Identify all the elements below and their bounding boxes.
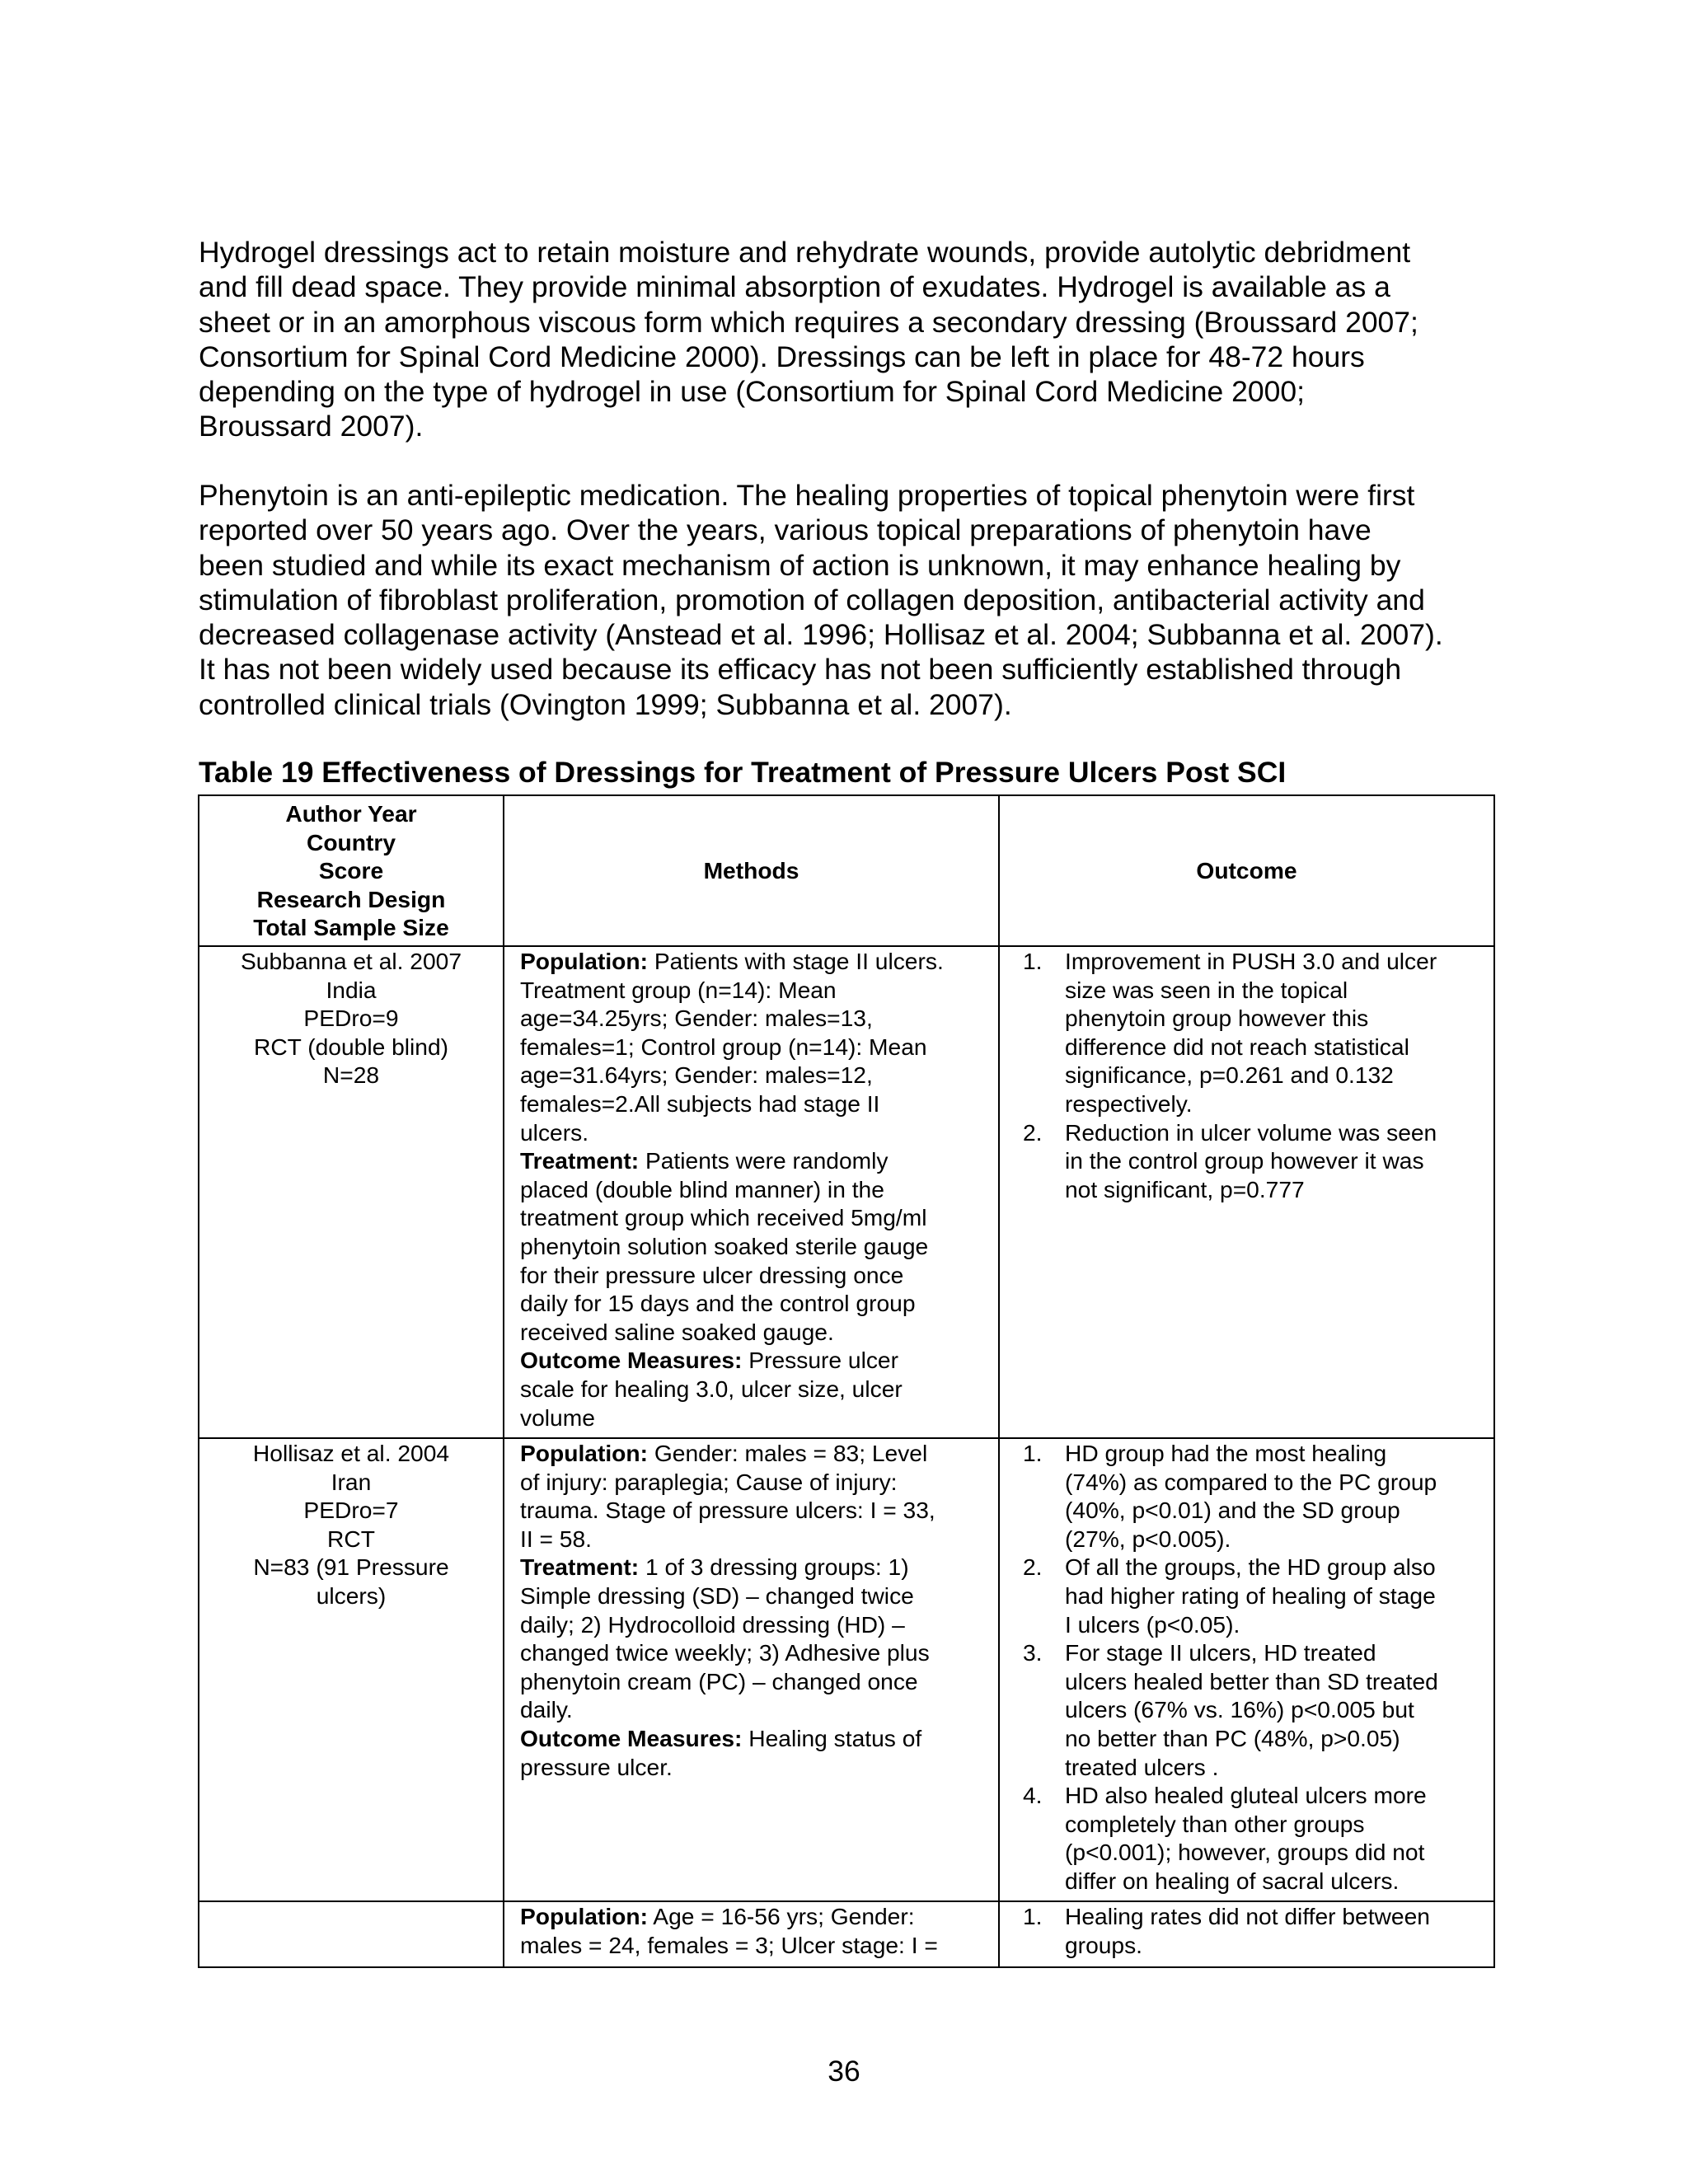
text-line: and fill dead space. They provide minimal absorption of exudates. Hydrogel is available as a [199, 270, 1390, 304]
outcome-line: completely than other groups [1065, 1810, 1365, 1837]
methods-cell [504, 1438, 999, 1901]
methods-line [520, 1146, 998, 1175]
methods-text: of injury: paraplegia; Cause of injury: [520, 1468, 898, 1495]
methods-text: changed twice weekly; 3) Adhesive plus [520, 1639, 930, 1666]
outcome-line: HD also healed gluteal ulcers more [1065, 1782, 1427, 1809]
body-paragraph-hydrogel [199, 235, 1501, 444]
outcome-number: 1. [1023, 1903, 1043, 1929]
methods-line [520, 1638, 998, 1667]
methods-text: Simple dressing (SD) – changed twice [520, 1582, 914, 1609]
author-line: Subbanna et al. 2007 [240, 948, 462, 974]
methods-line [520, 1582, 998, 1610]
header-outcome: Outcome [999, 795, 1494, 946]
author-line: Iran [331, 1468, 372, 1495]
table-title: Table 19 Effectiveness of Dressings for Treatment of Pressure Ulcers Post SCI [199, 756, 1287, 789]
outcome-line: size was seen in the topical [1065, 976, 1348, 1003]
methods-line [520, 1667, 998, 1696]
outcome-item [1000, 1902, 1493, 1959]
outcome-number: 3. [1023, 1639, 1043, 1666]
methods-label: Treatment: [520, 1147, 640, 1174]
methods-text: daily; 2) Hydrocolloid dressing (HD) – [520, 1610, 905, 1638]
methods-label: Outcome Measures: [520, 1724, 743, 1751]
methods-text: for their pressure ulcer dressing once [520, 1261, 904, 1288]
methods-line [520, 1261, 998, 1290]
methods-line [520, 1695, 998, 1724]
outcome-line: no better than PC (48%, p>0.05) [1065, 1724, 1400, 1751]
outcome-item [1000, 1638, 1493, 1781]
methods-line [520, 1610, 998, 1639]
methods-text: scale for healing 3.0, ulcer size, ulcer [520, 1375, 903, 1402]
methods-line [520, 1118, 998, 1147]
text-line: Consortium for Spinal Cord Medicine 2000). Dressings can be left in place for 48-72 hours [199, 340, 1365, 373]
outcome-item [1000, 1439, 1493, 1553]
header-author-line: Total Sample Size [253, 914, 449, 941]
author-line: N=83 (91 Pressure [253, 1554, 449, 1581]
methods-text: males = 24, females = 3; Ulcer stage: I = [520, 1931, 938, 1958]
outcome-line: For stage II ulcers, HD treated [1065, 1639, 1376, 1666]
methods-line [520, 1061, 998, 1090]
evidence-table [198, 794, 1495, 1968]
author-line: India [326, 976, 377, 1003]
outcome-number: 4. [1023, 1782, 1043, 1809]
methods-line [520, 1553, 998, 1582]
outcome-line: ulcers (67% vs. 16%) p<0.005 but [1065, 1696, 1414, 1723]
methods-cell [504, 946, 999, 1438]
methods-line [520, 1753, 998, 1782]
outcome-number: 2. [1023, 1554, 1043, 1581]
author-cell [199, 946, 504, 1438]
table-row [199, 1901, 1494, 1967]
methods-line [520, 1404, 998, 1432]
text-line: Broussard 2007). [199, 410, 424, 443]
methods-line [520, 1004, 998, 1033]
table-row [199, 1438, 1494, 1901]
methods-line [520, 1346, 998, 1375]
outcome-item [1000, 1553, 1493, 1638]
outcome-line: (40%, p<0.01) and the SD group [1065, 1497, 1400, 1524]
methods-text: Age = 16-56 yrs; Gender: [648, 1903, 915, 1929]
methods-label: Treatment: [520, 1554, 640, 1581]
text-line: sheet or in an amorphous viscous form which requires a secondary dressing (Broussard 2007; [199, 305, 1418, 339]
author-line: Hollisaz et al. 2004 [252, 1440, 450, 1466]
methods-line [520, 1232, 998, 1261]
outcome-line: treated ulcers . [1065, 1753, 1219, 1780]
methods-text: daily for 15 days and the control group [520, 1290, 916, 1317]
outcome-line: had higher rating of healing of stage [1065, 1582, 1436, 1609]
methods-text: females=2.All subjects had stage II [520, 1090, 880, 1117]
methods-text: II = 58. [520, 1525, 592, 1552]
methods-text: pressure ulcer. [520, 1753, 673, 1780]
methods-line [520, 1033, 998, 1062]
text-line: Hydrogel dressings act to retain moisture and rehydrate wounds, provide autolytic debridment [199, 236, 1411, 269]
table-row [199, 946, 1494, 1438]
outcome-line: Improvement in PUSH 3.0 and ulcer [1065, 948, 1437, 974]
methods-line [520, 1090, 998, 1118]
methods-text: age=34.25yrs; Gender: males=13, [520, 1005, 873, 1032]
methods-text: trauma. Stage of pressure ulcers: I = 33, [520, 1497, 935, 1524]
methods-text: phenytoin solution soaked sterile gauge [520, 1232, 929, 1259]
methods-text: Patients were randomly [639, 1147, 889, 1174]
author-cell [199, 1438, 504, 1901]
author-line: PEDro=7 [303, 1497, 399, 1524]
text-line: Phenytoin is an anti-epileptic medication. The healing properties of topical phenytoin were first [199, 479, 1415, 512]
methods-text: daily. [520, 1696, 573, 1723]
methods-line [520, 1289, 998, 1318]
author-cell [199, 1901, 504, 1967]
outcome-item [1000, 947, 1493, 1118]
author-line: RCT [327, 1525, 375, 1552]
methods-line [520, 1724, 998, 1753]
header-author-line: Score [318, 857, 384, 884]
outcome-line: Healing rates did not differ between [1065, 1903, 1430, 1929]
methods-cell [504, 1901, 999, 1967]
text-line: decreased collagenase activity (Anstead et al. 1996; Hollisaz et al. 2004; Subbanna et al. 2007). [199, 618, 1443, 652]
header-author [199, 795, 504, 946]
methods-label: Population: [520, 948, 649, 974]
methods-line [520, 976, 998, 1005]
methods-text: females=1; Control group (n=14): Mean [520, 1033, 927, 1060]
body-paragraph-phenytoin [199, 478, 1501, 722]
outcome-line: (p<0.001); however, groups did not [1065, 1839, 1425, 1866]
outcome-line: differ on healing of sacral ulcers. [1065, 1867, 1400, 1894]
text-line: controlled clinical trials (Ovington 1999; Subbanna et al. 2007). [199, 687, 1012, 721]
outcome-line: (74%) as compared to the PC group [1065, 1468, 1437, 1495]
outcome-line: difference did not reach statistical [1065, 1033, 1409, 1060]
outcome-cell [999, 1438, 1494, 1901]
methods-text: volume [520, 1404, 595, 1431]
author-line: PEDro=9 [303, 1005, 399, 1032]
methods-line [520, 1931, 998, 1960]
methods-text: Healing status of [742, 1724, 922, 1751]
methods-line [520, 1203, 998, 1232]
outcome-line: Reduction in ulcer volume was seen [1065, 1118, 1437, 1146]
methods-text: placed (double blind manner) in the [520, 1175, 884, 1202]
methods-text: 1 of 3 dressing groups: 1) [639, 1554, 909, 1581]
outcome-line: HD group had the most healing [1065, 1440, 1387, 1466]
outcome-line: Of all the groups, the HD group also [1065, 1554, 1436, 1581]
methods-line [520, 1318, 998, 1347]
outcome-cell [999, 946, 1494, 1438]
outcome-number: 2. [1023, 1118, 1043, 1146]
text-line: reported over 50 years ago. Over the years, various topical preparations of phenytoin have [199, 513, 1372, 547]
outcome-line: in the control group however it was [1065, 1147, 1424, 1174]
methods-line [520, 1525, 998, 1554]
outcome-item [1000, 1781, 1493, 1895]
text-line: depending on the type of hydrogel in use (Consortium for Spinal Cord Medicine 2000; [199, 375, 1305, 409]
outcome-number: 1. [1023, 1440, 1043, 1466]
methods-label: Outcome Measures: [520, 1347, 743, 1374]
methods-text: phenytoin cream (PC) – changed once [520, 1667, 918, 1694]
table-header-row [199, 795, 1494, 946]
methods-label: Population: [520, 1440, 649, 1466]
methods-text: Pressure ulcer [742, 1347, 898, 1374]
page-number: 36 [828, 2055, 860, 2088]
text-line: It has not been widely used because its efficacy has not been sufficiently established through [199, 653, 1402, 687]
header-methods: Methods [504, 795, 999, 946]
methods-line [520, 1375, 998, 1404]
author-line: N=28 [322, 1062, 380, 1089]
methods-line [520, 1496, 998, 1525]
outcome-line: ulcers healed better than SD treated [1065, 1667, 1438, 1694]
header-author-line: Author Year [285, 800, 417, 827]
methods-text: Patients with stage II ulcers. [648, 948, 944, 974]
author-line: RCT (double blind) [253, 1033, 449, 1060]
methods-line [520, 1439, 998, 1468]
methods-text: ulcers. [520, 1118, 589, 1146]
outcome-line: (27%, p<0.005). [1065, 1525, 1231, 1552]
outcome-line: I ulcers (p<0.05). [1065, 1610, 1240, 1638]
methods-line [520, 947, 998, 976]
methods-text: Gender: males = 83; Level [648, 1440, 928, 1466]
outcome-number: 1. [1023, 948, 1043, 974]
outcome-item [1000, 1118, 1493, 1204]
header-author-line: Country [306, 828, 396, 855]
header-author-line: Research Design [256, 885, 446, 912]
methods-text: age=31.64yrs; Gender: males=12, [520, 1062, 873, 1089]
outcome-line: respectively. [1065, 1090, 1193, 1117]
outcome-line: significance, p=0.261 and 0.132 [1065, 1062, 1394, 1089]
author-line: ulcers) [316, 1582, 387, 1609]
outcome-cell [999, 1901, 1494, 1967]
outcome-line: phenytoin group however this [1065, 1005, 1369, 1032]
text-line: stimulation of fibroblast proliferation, promotion of collagen deposition, antibacterial activity and [199, 583, 1425, 616]
methods-line [520, 1175, 998, 1204]
outcome-line: not significant, p=0.777 [1065, 1175, 1305, 1202]
outcome-line: groups. [1065, 1931, 1143, 1958]
methods-text: treatment group which received 5mg/ml [520, 1204, 927, 1231]
methods-label: Population: [520, 1903, 649, 1929]
methods-line [520, 1902, 998, 1931]
methods-text: Treatment group (n=14): Mean [520, 976, 837, 1003]
methods-text: received saline soaked gauge. [520, 1318, 834, 1345]
text-line: been studied and while its exact mechanism of action is unknown, it may enhance healing by [199, 548, 1401, 582]
methods-line [520, 1468, 998, 1497]
